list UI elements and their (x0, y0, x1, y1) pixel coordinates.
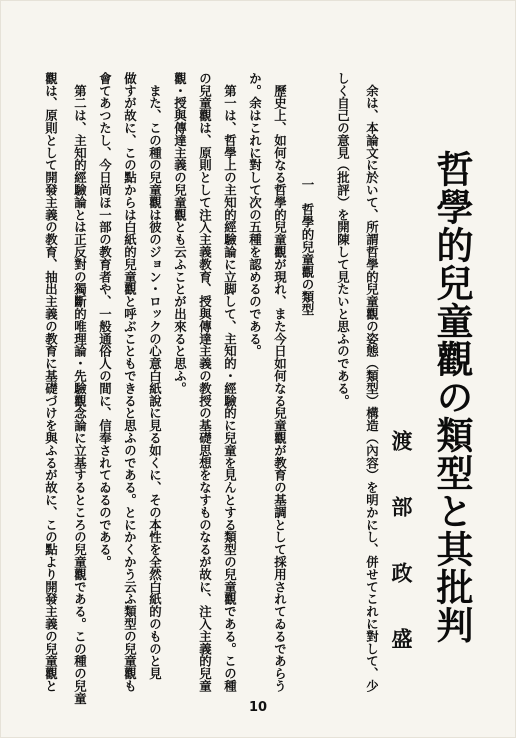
body-line: 第一は、哲學上の主知的經驗論に立脚して、主知的・經驗的に兒童を見んとする類型の兒童觀である。この種 (222, 72, 238, 692)
intro-line: しく自己の意見（批評）を開陳して見たいと思ふのである。 (335, 72, 351, 407)
body-line: 歷史上、如何なる哲學的兒童觀が現れ、また今日如何なる兒童觀が教育の基調として採用されてゐるであらう (272, 72, 288, 692)
article-title: 哲學的兒童觀の類型と其批判 (430, 150, 474, 644)
body-line: 觀は、原則として開發主義の教育、抽出主義の教育に基礎づけを與ふるが故に、この點より開發主義の兒童觀と (43, 72, 59, 692)
body-line: また、この種の兒童觀は彼のジョン・ロックの心意白紙說に見る如くに、その本性を全然白紙的のものと見 (147, 72, 163, 680)
section-heading: 一 哲學的兒童觀の類型 (300, 178, 315, 316)
page-number: 10 (248, 700, 268, 715)
body-line: 第二は、主知的經驗論とは正反對の獨斷的唯理論・先驗觀念論に立基するところの兒童觀である。この種の兒童 (72, 72, 88, 705)
body-line: 會てあつたし、今日尚ほ一部の教育者や、一般通俗人の間に、信奉されてゐるのである。 (97, 72, 113, 568)
intro-line: 余は、本論文に於いて、所謂哲學的兒童觀の姿態（類型）構造（內容）を明かにし、併せてこれに對して、少 (364, 72, 380, 692)
body-line: 做すが故に、この點からは白紙的兒童觀と呼ぶこともできると思ふのである。とにかくかう云ふ類型の兒童觀も (122, 72, 138, 692)
body-line: 觀・授與傳達主義の兒童觀とも云ふことが出來ると思ふ。 (172, 72, 188, 395)
body-line: の兒童觀は、原則として注入主義教育、授與傳達主義の教授の基礎思想をなすものなるが故に、注入主義的兒童 (197, 72, 213, 692)
body-line: か。余はこれに對して次の五種を認めるのである。 (247, 72, 263, 358)
author-name: 渡 部 政 盛 (389, 430, 414, 661)
